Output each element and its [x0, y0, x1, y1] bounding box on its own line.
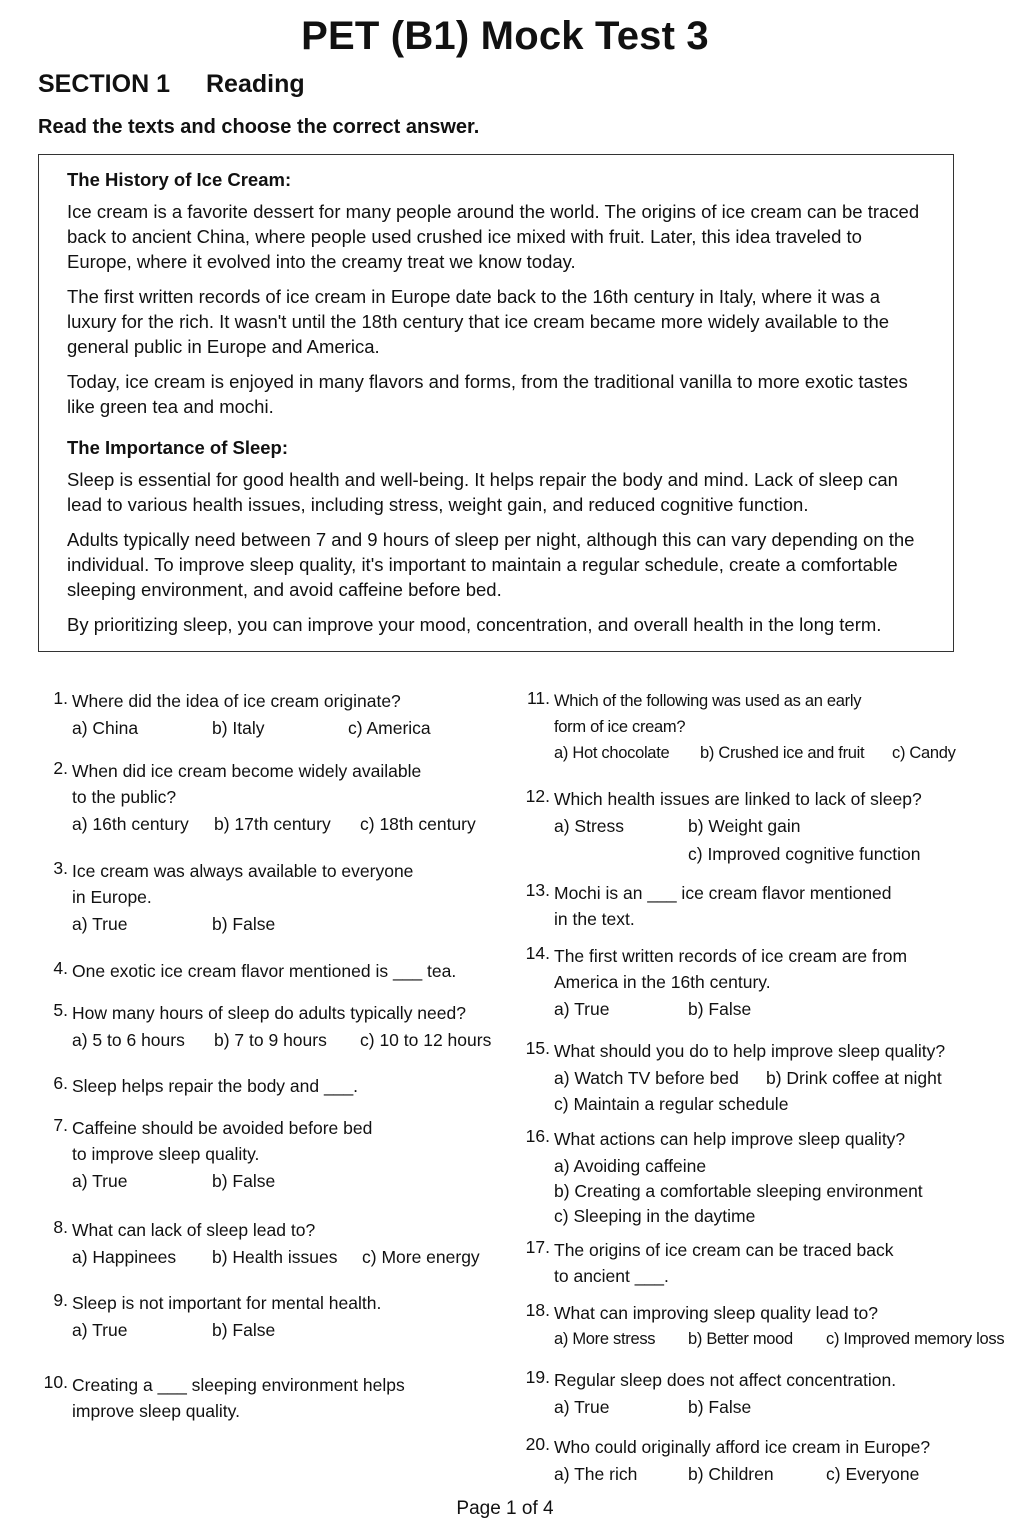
- question-number: 15.: [525, 1038, 550, 1058]
- question-11: [520, 688, 1020, 770]
- question-number: 16.: [525, 1126, 550, 1146]
- question-1: [38, 688, 508, 744]
- option-b[interactable]: b) False: [212, 1320, 276, 1340]
- option-b[interactable]: b) False: [688, 1397, 752, 1417]
- section-number: SECTION 1: [38, 70, 170, 98]
- option-b[interactable]: b) Weight gain: [688, 816, 801, 836]
- option-c[interactable]: c) 18th century: [360, 814, 476, 834]
- option-a[interactable]: a) 16th century: [72, 814, 189, 834]
- question-18: [520, 1300, 1020, 1356]
- question-number: 8.: [53, 1217, 68, 1237]
- option-b[interactable]: b) 17th century: [214, 814, 331, 834]
- option-a[interactable]: a) 5 to 6 hours: [72, 1030, 185, 1050]
- option-c[interactable]: c) More energy: [362, 1247, 480, 1267]
- passage-paragraph: The first written records of ice cream in Europe date back to the 16th century in Italy, where it was a luxury for the rich. It wasn't until the 18th century that ice cream became more widely available to the general public in Europe and America.: [67, 286, 890, 357]
- option-c[interactable]: c) Candy: [892, 744, 956, 762]
- option-a[interactable]: a) Watch TV before bed: [554, 1068, 739, 1088]
- option-a[interactable]: a) China: [72, 718, 139, 738]
- option-c[interactable]: c) Everyone: [826, 1464, 920, 1484]
- question-number: 11.: [526, 688, 550, 708]
- question-text: What can lack of sleep lead to?: [72, 1220, 316, 1240]
- question-14: [520, 943, 1020, 1025]
- question-number: 1.: [53, 688, 68, 708]
- question-5: [38, 1000, 508, 1056]
- option-c[interactable]: c) Maintain a regular schedule: [554, 1094, 789, 1114]
- instruction: Read the texts and choose the correct answer.: [38, 116, 480, 138]
- question-number: 2.: [53, 758, 68, 778]
- question-number: 20.: [525, 1434, 550, 1454]
- page-number: Page 1 of 4: [456, 1498, 554, 1519]
- question-number: 13.: [525, 880, 550, 900]
- question-text: Regular sleep does not affect concentration.: [554, 1370, 897, 1390]
- question-19: [520, 1367, 1020, 1423]
- option-a[interactable]: a) True: [72, 1171, 128, 1191]
- question-8: [38, 1217, 508, 1273]
- option-c[interactable]: c) Improved cognitive function: [688, 844, 921, 864]
- question-text: The first written records of ice cream are from America in the 16th century.: [554, 946, 908, 992]
- question-16: [520, 1126, 1020, 1229]
- option-a[interactable]: a) True: [72, 1320, 128, 1340]
- question-text: What should you do to help improve sleep quality?: [554, 1041, 946, 1061]
- option-c[interactable]: c) 10 to 12 hours: [360, 1030, 492, 1050]
- question-text: When did ice cream become widely available to the public?: [72, 761, 422, 807]
- question-number: 10.: [43, 1372, 68, 1392]
- question-number: 18.: [525, 1300, 550, 1320]
- option-b[interactable]: b) Drink coffee at night: [766, 1068, 942, 1088]
- option-b[interactable]: b) 7 to 9 hours: [214, 1030, 327, 1050]
- question-text: Sleep helps repair the body and ___.: [72, 1076, 359, 1096]
- passage-heading-sleep: The Importance of Sleep:: [67, 437, 289, 458]
- option-a[interactable]: a) Avoiding caffeine: [554, 1156, 707, 1176]
- passage-paragraph: Today, ice cream is enjoyed in many flavors and forms, from the traditional vanilla to more exotic tastes like green tea and mochi.: [67, 371, 908, 417]
- reading-text-box: [38, 154, 954, 652]
- option-b[interactable]: b) Crushed ice and fruit: [700, 744, 865, 762]
- option-b[interactable]: b) False: [688, 999, 752, 1019]
- question-20: [520, 1434, 1020, 1490]
- question-3: [38, 858, 508, 940]
- passage-paragraph: Ice cream is a favorite dessert for many people around the world. The origins of ice cream can be traced back to ancient China, where people used crushed ice mixed with fruit. Later, this idea traveled to Europe, where it evolved into the creamy treat we know today.: [67, 201, 920, 272]
- page-title: PET (B1) Mock Test 3: [301, 14, 709, 58]
- option-b[interactable]: b) False: [212, 914, 276, 934]
- option-a[interactable]: a) Stress: [554, 816, 625, 836]
- question-2: [38, 758, 508, 840]
- question-text: Who could originally afford ice cream in Europe?: [554, 1437, 931, 1457]
- option-b[interactable]: b) Creating a comfortable sleeping environment: [554, 1181, 923, 1201]
- question-17: [520, 1237, 1020, 1289]
- question-number: 7.: [53, 1115, 68, 1135]
- question-text: Caffeine should be avoided before bed to improve sleep quality.: [72, 1118, 373, 1164]
- question-text: The origins of ice cream can be traced back to ancient ___.: [554, 1240, 894, 1286]
- question-9: [38, 1290, 508, 1346]
- option-a[interactable]: a) More stress: [554, 1330, 656, 1348]
- option-c[interactable]: c) Sleeping in the daytime: [554, 1206, 756, 1226]
- question-number: 4.: [53, 958, 68, 978]
- passage-paragraph: Adults typically need between 7 and 9 hours of sleep per night, although this can vary depending on the individual. To improve sleep quality, it's important to maintain a regular schedule, create a comfortable sleeping environment, and avoid caffeine before bed.: [67, 529, 915, 600]
- question-number: 5.: [53, 1000, 68, 1020]
- option-b[interactable]: b) Better mood: [688, 1330, 793, 1348]
- question-number: 9.: [53, 1290, 68, 1310]
- option-b[interactable]: b) Children: [688, 1464, 774, 1484]
- question-7: [38, 1115, 508, 1197]
- question-text: Mochi is an ___ ice cream flavor mentioned in the text.: [554, 883, 892, 929]
- option-c[interactable]: c) Improved memory loss: [826, 1330, 1005, 1348]
- option-a[interactable]: a) Hot chocolate: [554, 744, 670, 762]
- question-number: 6.: [53, 1073, 68, 1093]
- question-number: 14.: [525, 943, 550, 963]
- question-13: [520, 880, 1020, 932]
- question-text: Which health issues are linked to lack of sleep?: [554, 789, 922, 809]
- option-a[interactable]: a) True: [72, 914, 128, 934]
- section-heading: [38, 70, 305, 99]
- question-text: One exotic ice cream flavor mentioned is ___ tea.: [72, 961, 457, 981]
- question-text: Which of the following was used as an early form of ice cream?: [554, 692, 862, 736]
- question-text: What can improving sleep quality lead to?: [554, 1303, 878, 1323]
- option-b[interactable]: b) False: [212, 1171, 276, 1191]
- question-number: 3.: [53, 858, 68, 878]
- option-a[interactable]: a) The rich: [554, 1464, 638, 1484]
- option-a[interactable]: a) True: [554, 999, 610, 1019]
- option-c[interactable]: c) America: [348, 718, 431, 738]
- question-12: [520, 786, 1020, 864]
- option-b[interactable]: b) Health issues: [212, 1247, 338, 1267]
- question-text: Creating a ___ sleeping environment helps improve sleep quality.: [72, 1375, 405, 1421]
- question-text: Sleep is not important for mental health.: [72, 1293, 382, 1313]
- question-15: [520, 1038, 1020, 1114]
- option-a[interactable]: a) True: [554, 1397, 610, 1417]
- question-text: What actions can help improve sleep quality?: [554, 1129, 906, 1149]
- passage-paragraph: Sleep is essential for good health and well-being. It helps repair the body and mind. Lack of sleep can lead to various health issues, including stress, weight gain, and reduced cognitive function.: [67, 469, 898, 515]
- question-number: 17.: [525, 1237, 550, 1257]
- question-4: [38, 958, 508, 984]
- passage-paragraph: By prioritizing sleep, you can improve your mood, concentration, and overall health in the long term.: [67, 614, 882, 635]
- question-text: How many hours of sleep do adults typically need?: [72, 1003, 466, 1023]
- question-text: Where did the idea of ice cream originate?: [72, 691, 401, 711]
- question-number: 19.: [525, 1367, 550, 1387]
- passage-heading-ice-cream: The History of Ice Cream:: [67, 169, 292, 190]
- section-name: Reading: [205, 70, 305, 98]
- option-b[interactable]: b) Italy: [212, 718, 265, 738]
- question-number: 12.: [525, 786, 550, 806]
- option-a[interactable]: a) Happinees: [72, 1247, 177, 1267]
- question-text: Ice cream was always available to everyone in Europe.: [72, 861, 414, 907]
- question-6: [38, 1073, 508, 1099]
- question-10: [38, 1372, 508, 1424]
